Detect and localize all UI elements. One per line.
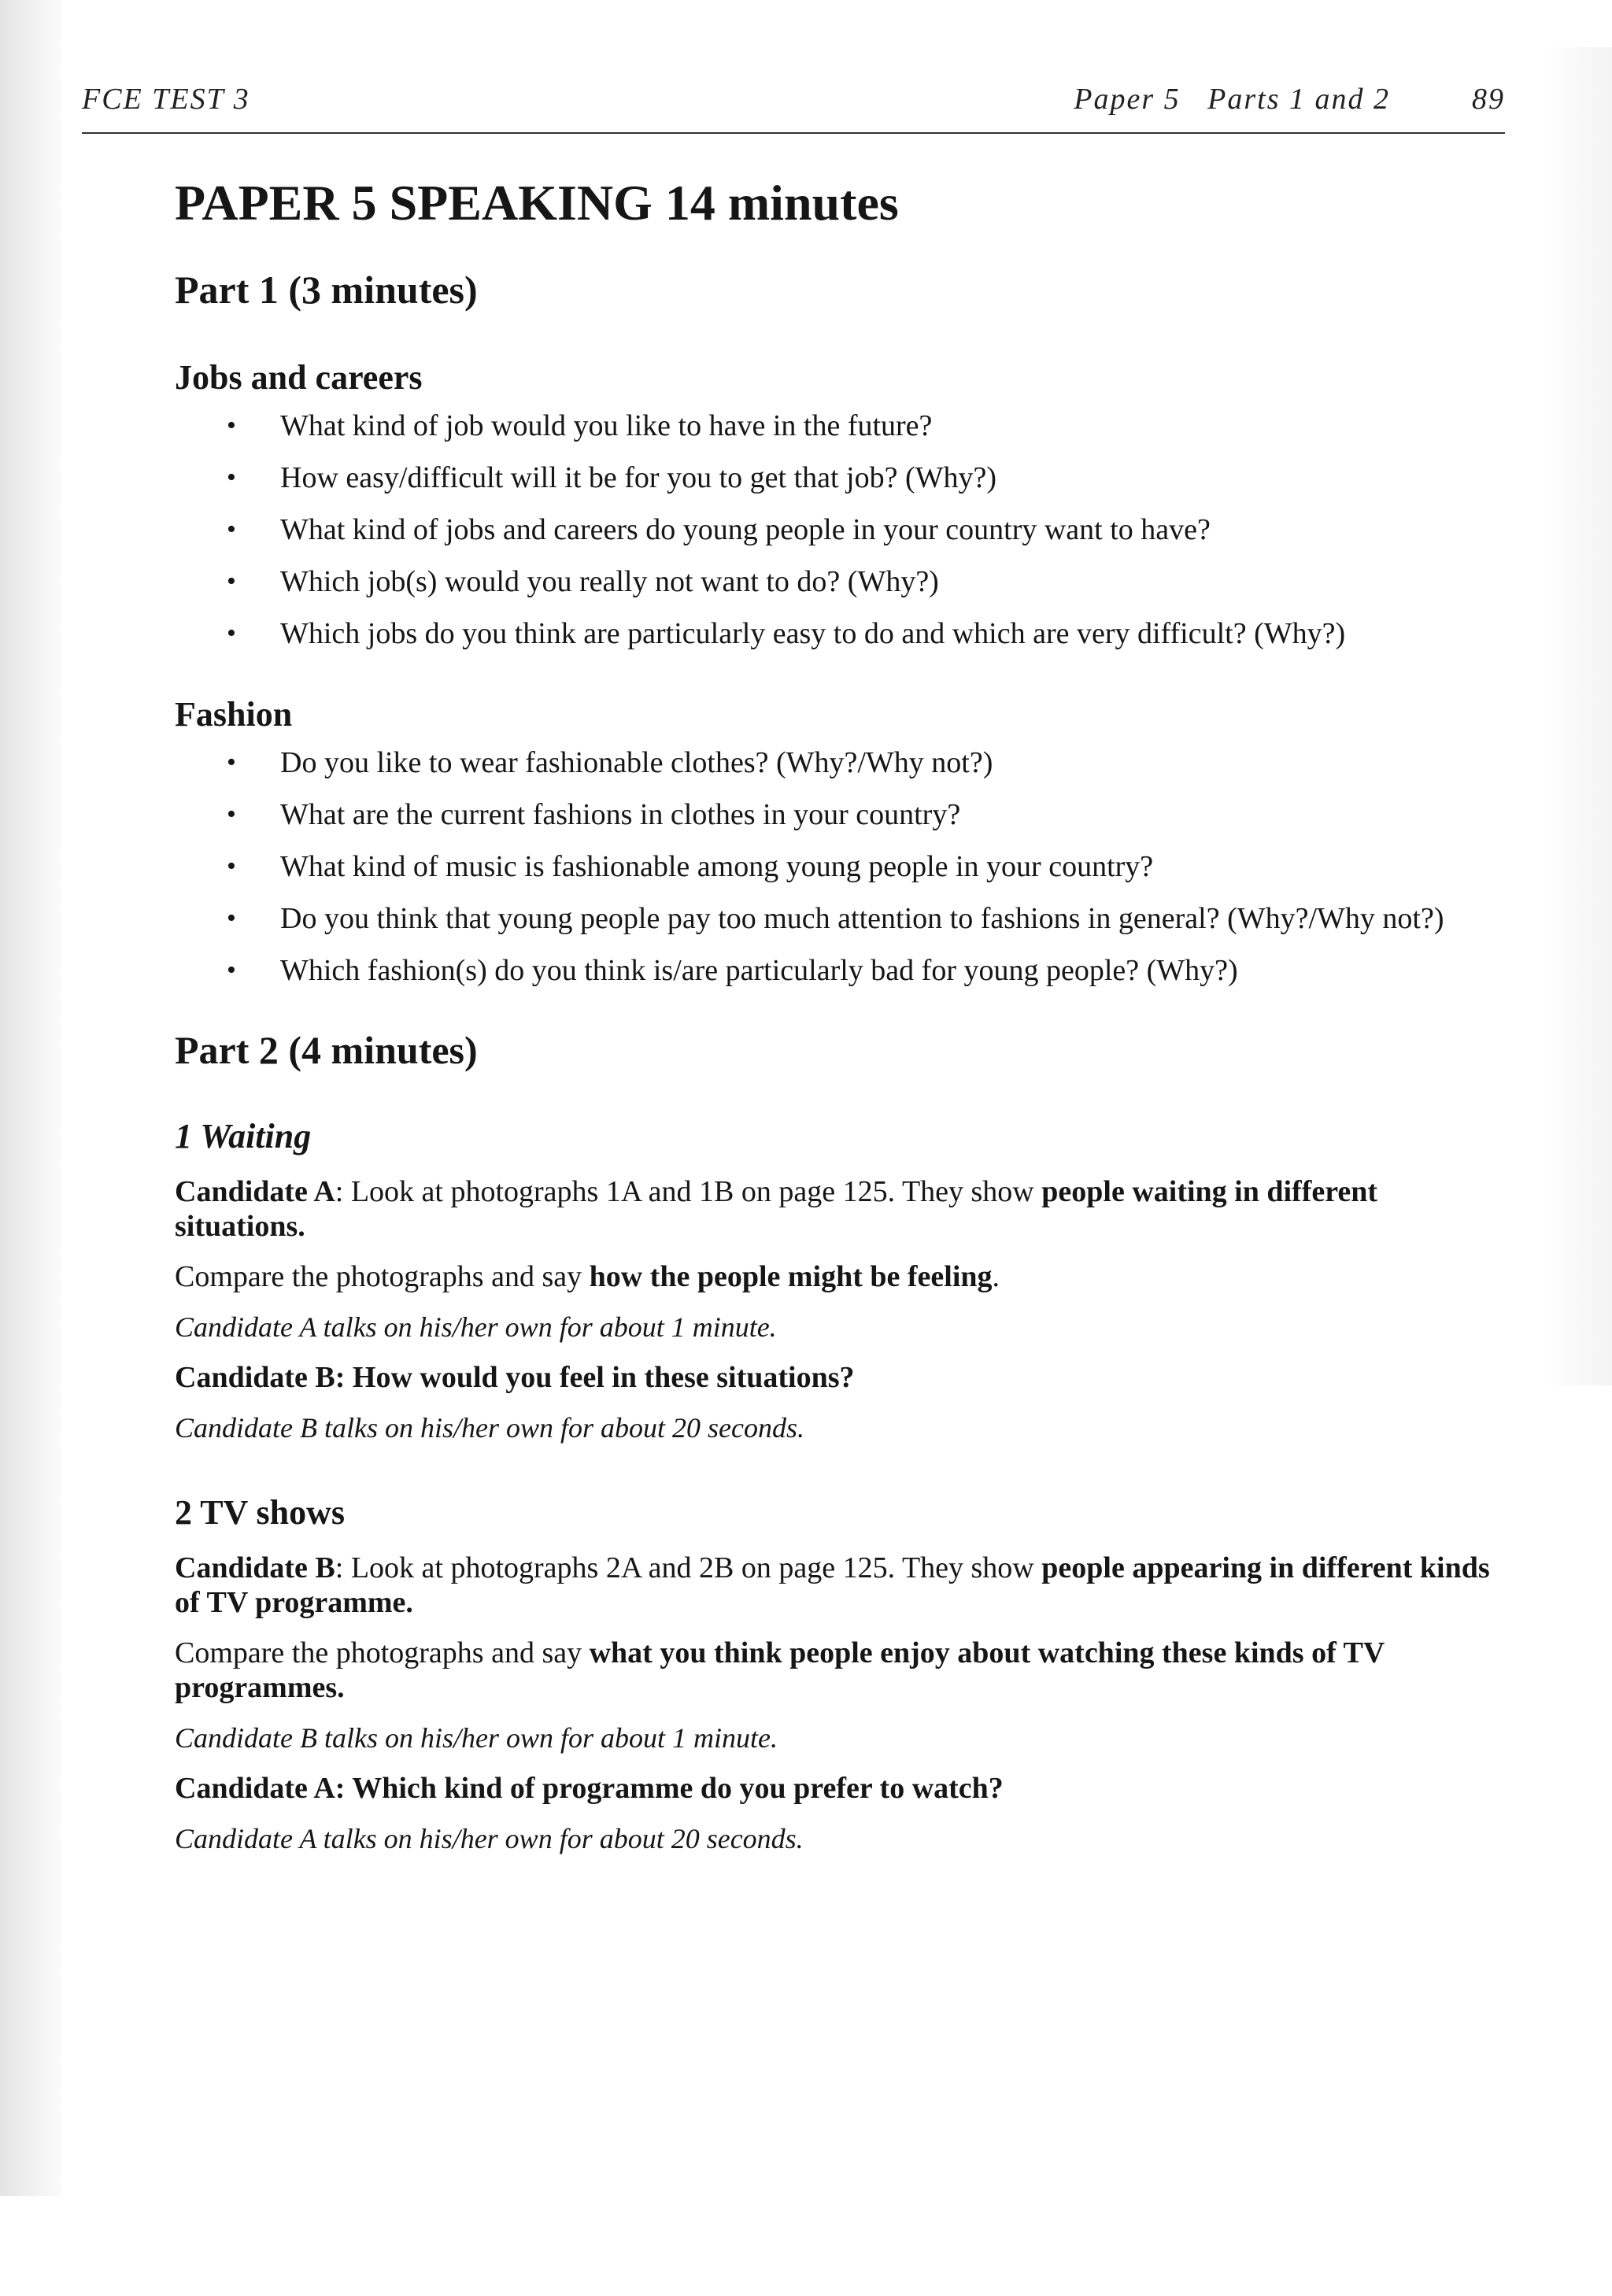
instruction-focus: people waiting in different situations. <box>175 1175 1378 1243</box>
list-item <box>175 564 1505 600</box>
compare-end: . <box>992 1260 1000 1293</box>
question-text: Which fashion(s) do you think is/are particularly bad for young people? (Why?) <box>280 954 1238 987</box>
page-content <box>175 172 1505 1872</box>
timing-note: Candidate B talks on his/her own for about 20 seconds. <box>175 1412 804 1444</box>
question-text: What are the current fashions in clothes in your country? <box>280 798 961 831</box>
bullet-icon: • <box>227 619 236 648</box>
question-text: Which jobs do you think are particularly easy to do and which are very difficult? (Why?) <box>280 617 1346 650</box>
task-heading-tv: 2 TV shows <box>175 1493 346 1532</box>
bullet-icon: • <box>227 515 236 544</box>
question-text: Do you think that young people pay too much attention to fashions in general? (Why?/Why not?) <box>280 902 1444 935</box>
timing-note: Candidate A talks on his/her own for about 20 seconds. <box>175 1823 804 1854</box>
instruction-text: : Look at photographs 2A and 2B on page 125. They show <box>335 1551 1042 1584</box>
question-text: Which job(s) would you really not want to do? (Why?) <box>280 565 939 598</box>
compare-focus: what you think people enjoy about watching these kinds of TV programmes. <box>175 1636 1385 1704</box>
question-text: How easy/difficult will it be for you to get that job? (Why?) <box>280 461 997 494</box>
list-item <box>175 900 1505 937</box>
list-item <box>175 797 1505 833</box>
list-item <box>175 849 1505 885</box>
header-right <box>1074 82 1505 116</box>
list-item <box>175 408 1505 444</box>
followup-text: Candidate A: Which kind of programme do you prefer to watch? <box>175 1772 1004 1805</box>
bullet-icon: • <box>227 852 236 881</box>
instruction-focus: people appearing in different kinds of TV programme. <box>175 1551 1490 1619</box>
task-waiting <box>175 1174 1505 1445</box>
list-item <box>175 745 1505 781</box>
question-list-jobs <box>175 408 1505 652</box>
task-compare <box>175 1259 1505 1294</box>
task-compare <box>175 1636 1505 1705</box>
header-test-label: FCE TEST 3 <box>82 83 250 116</box>
task-tv-shows <box>175 1551 1505 1856</box>
followup-question <box>175 1771 1505 1806</box>
task-heading-waiting: 1 Waiting <box>175 1117 312 1155</box>
compare-text: Compare the photographs and say <box>175 1260 590 1293</box>
question-text: What kind of job would you like to have in the future? <box>280 409 933 442</box>
list-item <box>175 460 1505 496</box>
compare-focus: how the people might be feeling <box>589 1260 993 1293</box>
question-text: What kind of jobs and careers do young people in your country want to have? <box>280 513 1211 546</box>
followup-question <box>175 1360 1505 1395</box>
question-list-fashion <box>175 745 1505 989</box>
running-header <box>82 76 1505 123</box>
bullet-icon: • <box>227 411 236 440</box>
task-instruction <box>175 1551 1505 1620</box>
timing-note: Candidate B talks on his/her own for about 1 minute. <box>175 1722 778 1754</box>
section-heading-fashion: Fashion <box>175 695 293 734</box>
compare-text: Compare the photographs and say <box>175 1636 590 1669</box>
scan-shadow-left <box>0 0 61 2196</box>
timing-note: Candidate A talks on his/her own for about 1 minute. <box>175 1311 777 1343</box>
bullet-icon: • <box>227 956 236 985</box>
header-paper-parts: Paper 5 Parts 1 and 2 <box>1074 83 1390 116</box>
header-rule <box>82 132 1505 134</box>
part2-heading: Part 2 (4 minutes) <box>175 1028 478 1072</box>
page-title: PAPER 5 SPEAKING 14 minutes <box>175 175 899 231</box>
question-text: What kind of music is fashionable among young people in your country? <box>280 850 1154 883</box>
instruction-text: : Look at photographs 1A and 1B on page 125. They show <box>335 1175 1042 1208</box>
bullet-icon: • <box>227 904 236 933</box>
question-text: Do you like to wear fashionable clothes? (Why?/Why not?) <box>280 746 993 779</box>
list-item <box>175 952 1505 989</box>
speaker-label: Candidate A <box>175 1175 335 1208</box>
bullet-icon: • <box>227 800 236 829</box>
bullet-icon: • <box>227 567 236 596</box>
task-instruction <box>175 1174 1505 1244</box>
speaker-label: Candidate B <box>175 1551 335 1584</box>
section-heading-jobs: Jobs and careers <box>175 358 423 397</box>
page-number: 89 <box>1472 83 1505 116</box>
list-item <box>175 616 1505 652</box>
bullet-icon: • <box>227 748 236 777</box>
part1-heading: Part 1 (3 minutes) <box>175 268 478 312</box>
list-item <box>175 512 1505 548</box>
followup-text: Candidate B: How would you feel in these situations? <box>175 1361 855 1394</box>
scan-shadow-right <box>1541 47 1612 1385</box>
bullet-icon: • <box>227 463 236 492</box>
